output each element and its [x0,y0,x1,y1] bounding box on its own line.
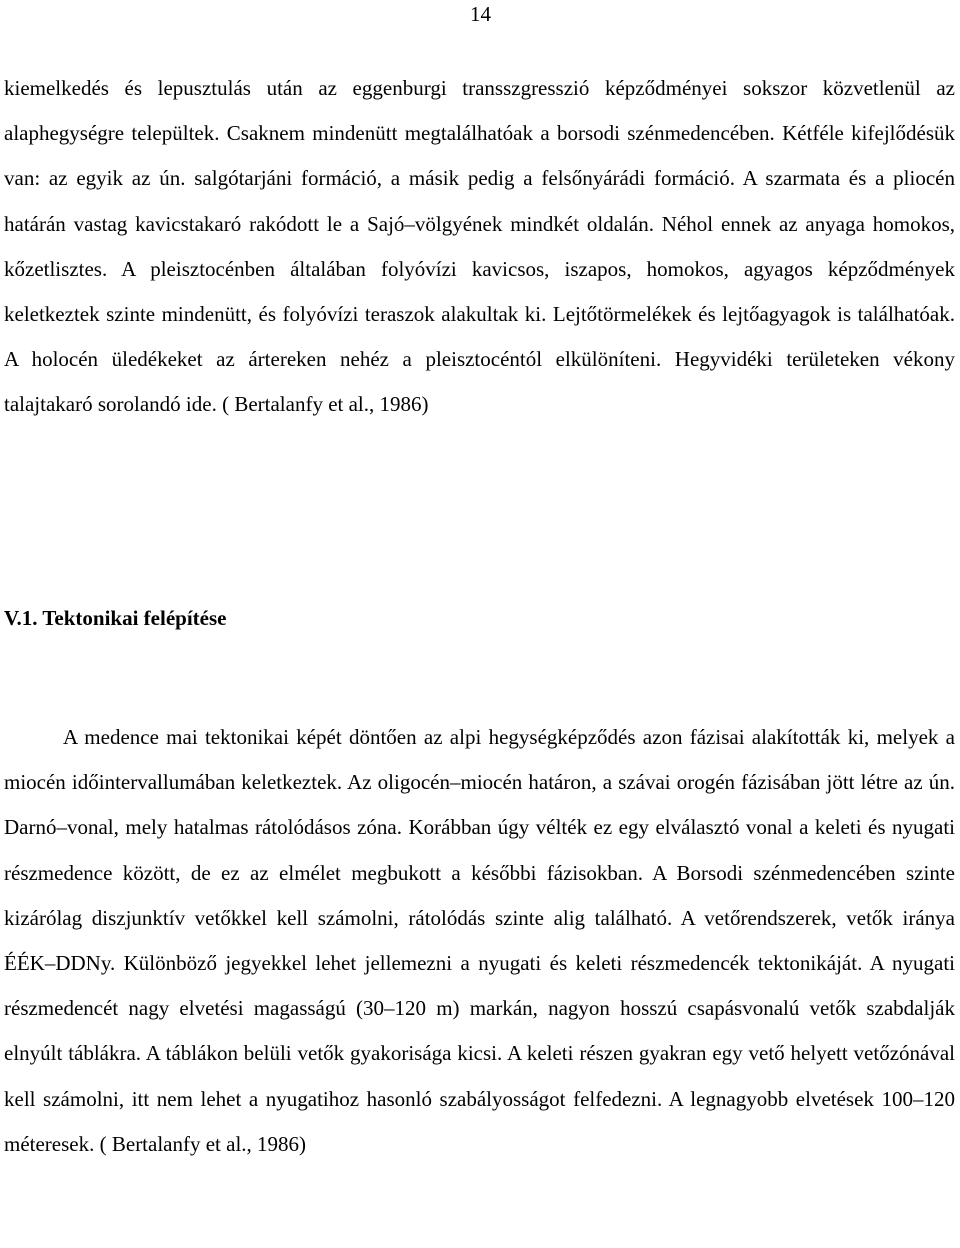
section-heading: V.1. Tektonikai felépítése [4,606,227,630]
body-paragraph-tectonics: A medence mai tektonikai képét döntően az alpi hegységképződés azon fázisai alakították ki, melyek a miocén időintervallumában keletkeztek. Az oligocén–miocén határon, a szávai orogén fázisában jött létre az ún. Darnó–vonal, mely hatalmas rátolódásos zóna. Korábban úgy vélték ez egy elválasztó vonal a keleti és nyugati részmedence között, de ez az elmélet megbukott a későbbi fázisokban. A Borsodi szénmedencében szinte kizárólag diszjunktív vetőkkel kell számolni, rátolódás szinte alig található. A vetőrendszerek, vetők iránya ÉÉK–DDNy. Különböző jegyekkel lehet jellemezni a nyugati és keleti részmedencék tektonikáját. A nyugati részmedencét nagy elvetési magasságú (30–120 m) markán, nagyon hosszú csapásvonalú vetők szabdalják elnyúlt táblákra. A táblákon belüli vetők gyakorisága kicsi. A keleti részen gyakran egy vető helyett vetőzónával kell számolni, itt nem lehet a nyugatihoz hasonló szabályosságot felfedezni. A legnagyobb elvetések 100–120 méteresek. ( Bertalanfy et al., 1986) [4,725,955,1156]
page-number: 14 [470,2,491,26]
body-paragraph-geology: kiemelkedés és lepusztulás után az eggenburgi transszgresszió képződményei sokszor közvetlenül az alaphegységre települtek. Csaknem mindenütt megtalálhatóak a borsodi szénmedencében. Kétféle kifejlődésük van: az egyik az ún. salgótarjáni formáció, a másik pedig a felsőnyárádi formáció. A szarmata és a pliocén határán vastag kavicstakaró rakódott le a Sajó–völgyének mindkét oldalán. Néhol ennek az anyaga homokos, kőzetlisztes. A pleisztocénben általában folyóvízi kavicsos, iszapos, homokos, agyagos képződmények keletkeztek szinte mindenütt, és folyóvízi teraszok alakultak ki. Lejtőtörmelékek és lejtőagyagok is találhatóak. A holocén üledékeket az ártereken nehéz a pleisztocéntól elkülöníteni. Hegyvidéki területeken vékony talajtakaró sorolandó ide. ( Bertalanfy et al., 1986) [4,76,955,417]
